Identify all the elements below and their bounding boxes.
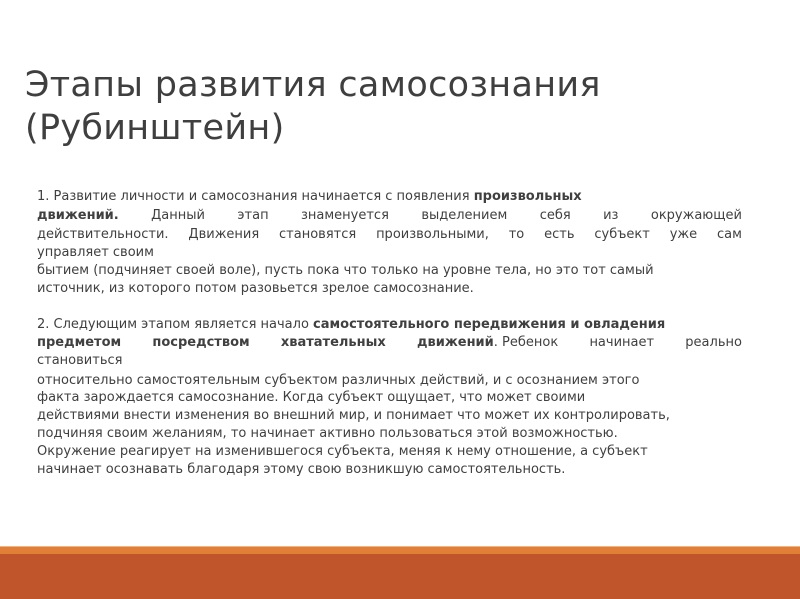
text-run: уже [669,227,698,242]
paragraph-2-line-2 [37,334,742,352]
paragraph-2-line-3: становиться [37,353,123,368]
text-run: из [603,208,619,223]
text-run: Движения [188,227,260,242]
slide-title-line-2: (Рубинштейн) [25,108,285,148]
footer-accent-strip [0,547,800,554]
text-run: субъект [594,227,650,242]
bold-text-run: произвольных [473,189,582,204]
bold-text-run: самостоятельного передвижения и овладения [313,317,666,332]
paragraph-1-line-5: бытием (подчиняет своей воле), пусть пока что только на уровне тела, но это тот самый [37,263,654,278]
paragraph-1-line-4: управляет своим [37,245,154,260]
footer-bar [0,554,800,599]
paragraph-2-line-8: Окружение реагирует на изменившегося субъекта, меняя к нему отношение, а субъект [37,444,648,459]
text-run: знаменуется [300,208,389,223]
bold-text-run: предметом [37,335,122,350]
paragraph-1-line-3 [37,226,742,244]
paragraph-1-line-6: источник, из которого потом разовьется зрелое самосознание. [37,281,474,296]
text-run: действительности. [37,227,169,242]
text-run: окружающей [650,208,742,223]
bold-text-run: движений [416,335,494,350]
text-run: произвольными, [376,227,489,242]
paragraph-2-line-4: относительно самостоятельным субъектом различных действий, и с осознанием этого [37,373,640,388]
text-run: становятся [279,227,357,242]
bold-text-run: движений. [37,208,119,223]
paragraph-2-line-9: начинает осознавать благодаря этому свою возникшую самостоятельность. [37,462,566,477]
paragraph-2-line-1 [37,316,742,334]
paragraph-2-line-6: действиями внести изменения во внешний мир, и понимает что может их контролировать, [37,408,670,423]
text-run: сам [716,227,742,242]
slide-title-line-1: Этапы развития самосознания [25,65,601,105]
bold-text-run: посредством [152,335,250,350]
text-run: 1. Развитие личности и самосознания начинается с появления [37,189,474,204]
text-run: реально [685,335,742,350]
text-run: Данный [151,208,205,223]
text-run: есть [544,227,575,242]
text-run: . Ребенок [493,335,559,350]
text-run: 2. Следующим этапом является начало [37,317,314,332]
paragraph-1-line-1 [37,188,742,206]
bold-text-run: хватательных [280,335,386,350]
text-run: выделением [421,208,508,223]
paragraph-2-line-5: факта зарождается самосознание. Когда субъект ощущает, что может своими [37,390,586,405]
text-run: себя [539,208,571,223]
text-run: то [508,227,525,242]
paragraph-2-line-7: подчиняя своим желаниям, то начинает активно пользоваться этой возможностью. [37,426,618,441]
paragraph-1-line-2 [37,207,742,225]
text-run: начинает [589,335,655,350]
text-run: этап [237,208,269,223]
